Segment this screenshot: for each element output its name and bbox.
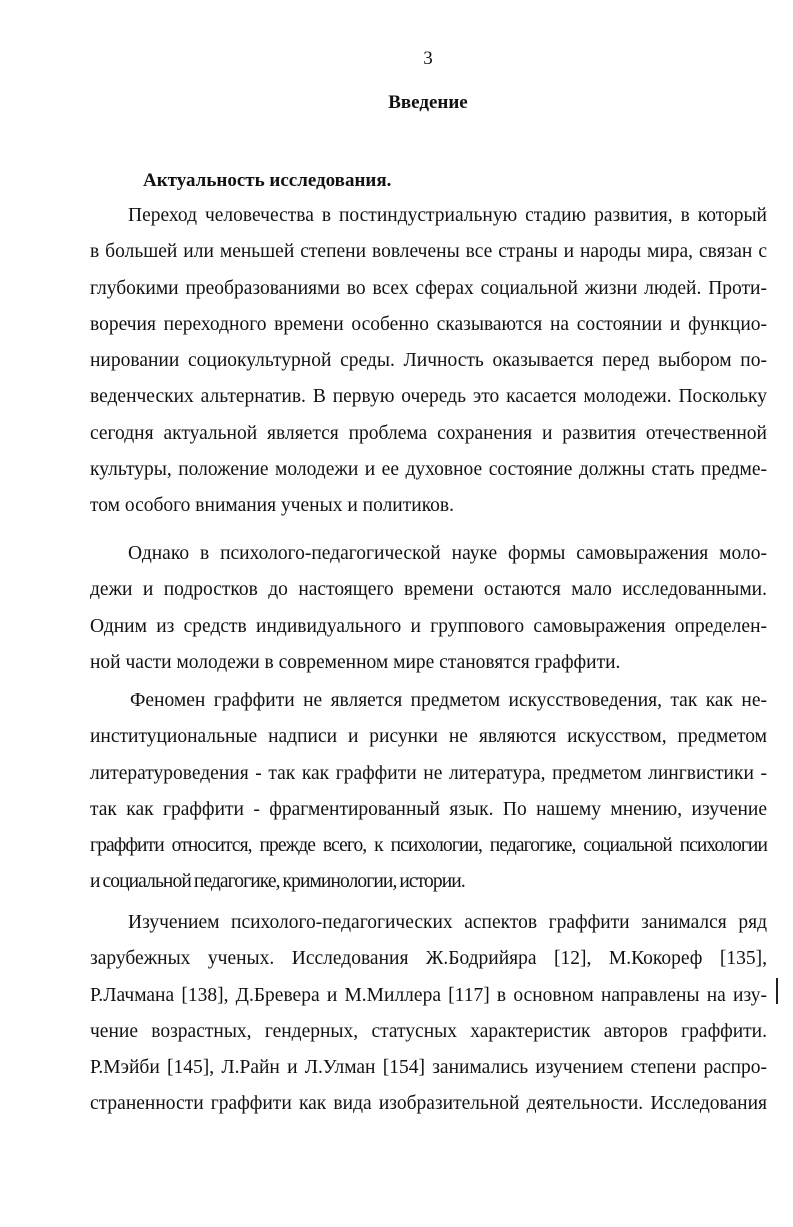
text-line: Р.Мэйби [145], Л.Райн и Л.Улман [154] занимались изучением степени распро- [90, 1057, 767, 1079]
section-heading: Актуальность исследования. [143, 170, 392, 191]
text-line: Феномен граффити не является предметом искусствоведения, так как не- [130, 690, 767, 711]
text-line: зарубежных ученых. Исследования Ж.Бодрийяра [12], М.Кокореф [135], [90, 948, 767, 970]
text-line: глубокими преобразованиями во всех сферах социальной жизни людей. Проти- [90, 277, 767, 299]
paragraph-4 [90, 905, 767, 1123]
text-line: ной части молодежи в современном мире становятся граффити. [90, 651, 621, 673]
text-line: Одним из средств индивидуального и группового самовыражения определен- [90, 615, 767, 637]
text-line: культуры, положение молодежи и ее духовное состояние должны стать предме- [90, 459, 767, 481]
text-line: чение возрастных, гендерных, статусных характеристик авторов граффити. [90, 1020, 767, 1042]
paragraph-3 [90, 683, 767, 901]
page-number: 3 [423, 48, 433, 69]
text-line: в большей или меньшей степени вовлечены все страны и народы мира, связан с [90, 241, 767, 263]
paragraph-1 [90, 198, 767, 525]
text-line: том особого внимания ученых и политиков. [90, 495, 455, 517]
text-line: нировании социокультурной среды. Личность оказывается перед выбором по- [90, 350, 767, 372]
text-line: граффити относится, прежде всего, к психологии, педагогике, социальной психологии [90, 835, 767, 857]
text-line: литературоведения - так как граффити не литература, предметом лингвистики - [90, 762, 767, 784]
text-line: Однако в психолого-педагогической науке формы самовыражения моло- [128, 543, 767, 564]
text-line: Р.Лачмана [138], Д.Бревера и М.Миллера [117] в основном направлены на изу- [90, 984, 767, 1006]
text-line: так как граффити - фрагментированный язык. По нашему мнению, изучение [90, 798, 767, 820]
margin-mark [776, 978, 778, 1004]
text-line: страненности граффити как вида изобразительной деятельности. Исследования [90, 1093, 767, 1115]
text-line: веденческих альтернатив. В первую очередь это касается молодежи. Поскольку [90, 386, 767, 408]
text-line: воречия переходного времени особенно сказываются на состоянии и функцио- [90, 313, 767, 335]
page-title: Введение [388, 92, 468, 113]
text-line: дежи и подростков до настоящего времени остаются мало исследованными. [90, 579, 767, 601]
text-line: Переход человечества в постиндустриальную стадию развития, в который [128, 205, 767, 226]
text-line: Изучением психолого-педагогических аспектов граффити занимался ряд [128, 912, 767, 933]
text-line: институциональные надписи и рисунки не являются искусством, предметом [90, 726, 767, 748]
text-line: сегодня актуальной является проблема сохранения и развития отечественной [90, 422, 767, 444]
paragraph-2 [90, 536, 767, 681]
text-line: и социальной педагогике, криминологии, истории. [90, 871, 465, 893]
